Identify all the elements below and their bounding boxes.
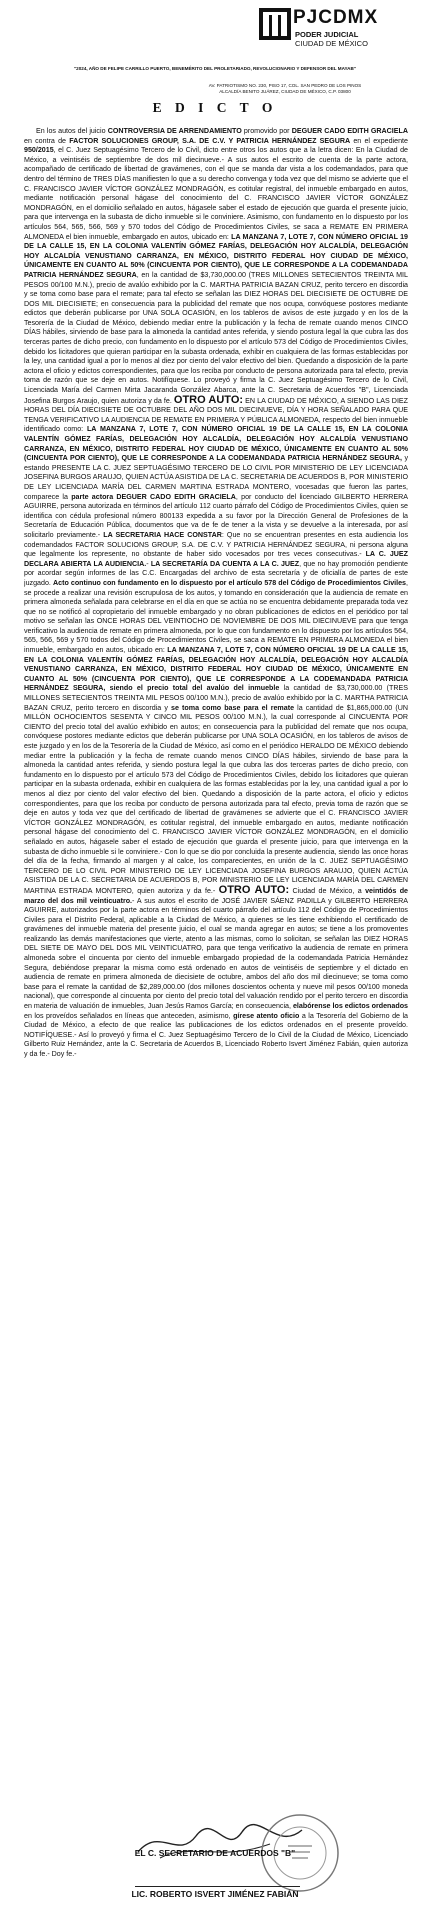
bold-text-run: CONTROVERSIA DE ARRENDAMIENTO <box>107 127 242 135</box>
bold-text-run: LA MANZANA 7, LOTE 7, CON NÚMERO OFICIAL 19 DE LA CALLE 15, EN LA COLONIA VALENTÍN GÓMEZ FARÍAS, DELEGACIÓN HOY ALCALDÍA, DELEGACIÓN HOY ALCALDÍA VENUSTIANO CARRANZA, EN MÉXICO, DISTRITO FEDERAL HOY CIUDAD DE MÉXICO, ÚNICAMENTE EN CUANTO AL 50% (CINCUENTA POR CIENTO), QUE LE CORRESPONDE A LA CODEMANDADA PATRICIA HERNÁNDEZ SEGURA, <box>24 425 408 463</box>
bold-text-run: OTRO AUTO: <box>218 883 290 896</box>
text-run: y estando PRESENTE LA C. JUEZ SEPTUAGÉSIMO TERCERO DE LO CIVIL POR MINISTERIO DE LEY LICENCIADA JOSEFINA BURGOS ARAUJO, QUIEN ACTÚA ASISTIDA DE LA C. SECRETARIA DE ACUERDOS B, POR MINISTERIO DE LEY LICENCIADA MARÍA DEL CARMEN MARTINA ESTRADA MONTERO, vocesadas que fueron las partes, comparece la <box>24 454 408 501</box>
bold-text-run: LA SECRETARIA HACE CONSTAR <box>103 530 222 539</box>
text-run: - A sus autos el escrito de JOSÉ JAVIER SÁENZ PADILLA y GILBERTO HERRERA AGUIRRE, autorizados por la parte actora en términos del cuarto párrafo del artículo 112 del Código de Procedimientos Civiles para el Distrito Federal, aplicable a la Ciudad de México, a quienes se les tiene exhibiendo el certificado de gravámenes del inmueble materia del presente juicio, el cual se manda agregar en autos; se tiene a los promoventes realizando las demás manifestaciones que vierte, atento a las mismas, como lo solicitan, se señalan las DIEZ HORAS DEL SIETE DE MAYO DEL DOS MIL VEINTICUATRO, para que tenga verificativo la audiencia de remate en primera almoneda sobre el cincuenta por ciento del inmueble embargado propiedad de la codemandada Patricia Hernández Segura, debiéndose preparar la misma como está ordenado en autos de veintiséis de septiembre y el dictado en audiencia de remate en primera almoneda de diecisiete de octubre, ambos del año dos mil diecinueve; se toma como base para el remate la cantidad de $2,289,000.00 (dos millones doscientos ochenta y nueve mil pesos 00/100 moneda nacional), que corresponde al cincuenta por ciento del precio total del valuación rendido por el perito tercero en discordia en materia de valuación de inmuebles, Juan Jesús Ramos García; en consecuencia, <box>24 896 408 1011</box>
text-run: : Que no se encuentran presentes en esta audiencia los codemandados FACTOR SOLUCIONS GROUP, S.A. DE C.V. Y PATRICIA HERNÁNDEZ SEGURA, ni persona alguna que legalmente los represente, no obstante de haber sido vocesados por tres veces consecutivas.- <box>24 530 408 559</box>
text-run: en contra de <box>24 136 70 145</box>
logo-line-2: CIUDAD DE MÉXICO <box>295 39 368 48</box>
signature-block <box>0 1836 430 1906</box>
text-run: promovido por <box>241 127 292 135</box>
text-run: , en la cantidad de $3,730,000.00 (TRES MILLONES SETECIENTOS TREINTA MIL PESOS 00/100 M.N.), precio de avalúo exhibido por la C. MARTHA PATRICIA BAZAN CRUZ, perito tercero en discordia y se toma como base para el remate; para tal efecto se señalan las DIEZ HORAS DEL DIECISIETE DE OCTUBRE DE DOS MIL DIECISIETE; en consecuencia para la publicidad del remate que nos ocupa, convóquese postores mediante edictos que deberán publicarse por UNA SOLA OCASIÓN, en los tableros de avisos de este juzgado y en los de la Tesorería de la Ciudad de México, debiendo mediar entre la publicación y la fecha de remate cuando menos CINCO DÍAS hábiles, sirviendo de base para la almoneda la cantidad antes referida, y siendo postura legal la que cubra las dos terceras partes de dicho precio, con fundamento en lo dispuesto por el artículo 573 del Código de Procedimientos Civiles, debido los licitadores que quieran participar en la subasta ordenada, exhibir en cualquiera de las formas establecidas por la ley, una cantidad igual a por lo menos al diez por ciento del valor efectivo del bien. Quedando a disposición de la parte actora el oficio y edictos correspondientes, para que los reciba por conducto de persona autorizada para tal efecto, previa toma de razón que se deje en autos. Notifíquese. Lo proveyó y firma la C. Juez Septuagésimo Tercero de lo Civil, Licenciada María del Carmen Mirta Jacaranda González Abarca, ante la C. Secretaria de Acuerdos "B", Licenciada Josefina Burgos Araujo, quien autoriza y da fe. <box>24 270 408 405</box>
text-run: , el C. Juez Septuagésimo Tercero de lo Civil, dicto entre otros los autos que a la letra dicen: En la Ciudad de México, a veintiséis de septiembre de dos mil diecinueve.- A sus autos el escrito de cuenta de la parte actora, acompañado de certificado de libertad de gravámenes, con el que se manda dar vista a los codemandados, para que dentro del término de TRES DÍAS manifiesten lo que a su derecho convenga y toda vez que del mismo se advierte que el C. FRANCISCO JAVIER VÍCTOR GONZÁLEZ MONDRAGÓN, es cotitular registral, del inmueble embargado en autos, mediante notificación personal hágase del conocimiento del C. FRANCISCO JAVIER VÍCTOR GONZÁLEZ MONDRAGÓN, en el domicilio señalado en autos, hágasele saber el estado de ejecución que guarda el presente juicio, para que intervenga en la subasta de dicho inmueble si le conviniere. Asimismo, con fundamento en lo dispuesto por los artículos 564, 565, 566, 569 y 570 todos del Código de Procedimientos Civiles, se saca a REMATE EN PRIMERA ALMONEDA el bien inmueble, embargado en autos, ubicado en: <box>24 146 408 241</box>
text-run: a la Tesorería del Gobierno de la Ciudad de México, a efecto de que realice las publicaciones de los edictos ordenados en el presente proveído. NOTIFÍQUESE.- Así lo proveyó y firma el C. Juez Septuagésimo Tercero de lo Civil de la Ciudad de México, Licenciado Gilberto Ruiz Hernández, ante la C. Secretaria de Acuerdos B, Licenciado Roberto Isvert Jiménez Fabián, quien autoriza y da fe.- Doy fe.- <box>24 1011 408 1058</box>
bold-text-run: Acto continuo con fundamento en lo dispuesto por el artículo 578 del Código de Procedimientos Civiles <box>52 578 407 587</box>
court-address <box>150 83 420 95</box>
bold-text-run: LA MANZANA 7, LOTE 7, CON NÚMERO OFICIAL 19 DE LA CALLE 15, EN LA COLONIA VALENTÍN GÓMEZ FARÍAS, DELEGACIÓN HOY ALCALDÍA, DELEGACIÓN HOY ALCALDÍA VENUSTIANO CARRANZA, EN MÉXICO, DISTRITO FEDERAL HOY CIUDAD DE MÉXICO, ÚNICAMENTE EN CUANTO AL 50% (CINCUENTA POR CIENTO), QUE LE CORRESPONDE A LA CODEMANDADA PATRICIA HERNÁNDEZ SEGURA <box>24 232 408 279</box>
text-run: la cantidad de $3,730,000.00 (TRES MILLONES SETECIENTOS TREINTA MIL PESOS 00/100 M.N.), precio de avalúo exhibido por la C. MARTHA PATRICIA BAZAN CRUZ, perito tercero en discordia y <box>24 684 408 712</box>
bold-text-run: LA SECRETARÍA DA CUENTA A LA C. JUEZ <box>150 559 300 568</box>
edict-body <box>24 127 408 1835</box>
signature-line <box>135 1886 300 1887</box>
text-run: , que no hay promoción pendiente por acordar según informes de las C.C. Encargadas del archivo de esta secretaría y de oficialía de partes de este juzgado. <box>24 559 408 587</box>
court-building-icon <box>258 6 292 42</box>
edict-paragraph <box>24 127 408 1060</box>
year-motto: "2024, AÑO DE FELIPE CARRILLO PUERTO, BENEMÉRITO DEL PROLETARIADO, REVOLUCIONARIO Y DEFENSOR DEL MAYAB" <box>74 66 356 71</box>
bold-text-run: elabórense los edictos ordenados <box>292 1002 408 1011</box>
signer-name: LIC. ROBERTO ISVERT JIMÉNEZ FABIÁN <box>131 1889 299 1899</box>
address-line-2: ALCALDÍA BENITO JUÁREZ, CIUDAD DE MÉXICO, C.P. 03800 <box>219 89 351 94</box>
text-run: la cantidad de $1,865,000.00 (UN MILLÓN OCHOCIENTOS SESENTA Y CINCO MIL PESOS 00/100 M.N.), la cual corresponde al CINCUENTA POR CIENTO del precio total del avalúo exhibido en autos; en consecuencia para la publicidad del remate que nos ocupa, convóquese postores mediante edictos que deberán publicarse por UNA SOLA OCASIÓN, en los tableros de avisos de este juzgado y en los de la Tesorería de la Ciudad de México, así como en el periódico HERALDO DE MÉXICO debiendo mediar entre la publicación y la fecha de remate cuando menos CINCO DÍAS hábiles, sirviendo de base para la almoneda la cantidad antes referida, y siendo postura legal la que cubra las dos terceras partes de dicho precio, con fundamento en lo dispuesto por el artículo 573 del Código de Procedimientos Civiles, debido los licitadores que quieran participar en la subasta ordenada, exhibir en cualquiera de las formas establecidas por la ley, una cantidad igual a por lo menos al diez por ciento del valor efectivo del bien. Quedando a disposición de la parte actora, el oficio y edictos correspondientes, para que los reciba por conducto de persona autorizada para tal efecto, previa toma de razón que se deje en autos y toda vez que del certificado de libertad de gravámenes se advierte que el C. FRANCISCO JAVIER VÍCTOR GONZÁLEZ MONDRAGÓN, es cotitular registral, del inmueble embargado en autos, mediante notificación personal hágase del conocimiento del C. FRANCISCO JAVIER VÍCTOR GONZÁLEZ MONDRAGÓN, en el domicilio señalado en autos, hágasele saber el estado de ejecución que guarda el presente juicio, para que intervenga en la subasta de dicho inmueble si le conviniere.- Con lo que se dio por concluida la presente audiencia, siendo las once horas del día de la fecha, firmando al margen y al calce, los comparecientes, en unión de la C. JUEZ SEPTUAGÉSIMO TERCERO DE LO CIVIL POR MINISTERIO DE LEY LICENCIADA JOSEFINA BURGOS ARAUJO, QUIEN ACTÚA ASISTIDA DE LA C. SECRETARIA DE ACUERDOS B, POR MINISTERIO DE LEY LICENCIADA MARÍA DEL CARMEN MARTINA ESTRADA MONTERO, quien autoriza y da fe.- <box>24 703 408 895</box>
signer-title: EL C. SECRETARIO DE ACUERDOS "B" <box>134 1848 296 1858</box>
bold-text-run: FACTOR SOLUCIONES GROUP, S.A. DE C.V. Y PATRICIA HERNÁNDEZ SEGURA <box>69 136 351 145</box>
pjcdmx-logo <box>258 6 414 54</box>
logo-text: PJCDMX <box>293 7 379 28</box>
text-run: en el expediente <box>350 136 408 145</box>
text-run: , se procede a realizar una revisión escrupulosa de los autos, y tomando en consideración que la audiencia de remate en primera almoneda señalada para celebrarse en el día en que se actúa no se encuentra debidamente preparada toda vez que no se notificó al copropietario del inmueble embargado y no obran publicaciones de edictos en el periódico por tal motivo se señalan las ONCE HORAS DEL VEINTIOCHO DE NOVIEMBRE DE DOS MIL DIECINUEVE para que tenga verificativo la audiencia de remate en primera almoneda, por lo que con fundamento en lo dispuesto por los artículos 564, 565, 566, 569 y 570 todos del Código de Procedimientos Civiles, se saca a REMATE EN PRIMERA ALMONEDA el bien inmueble, embargado en autos, ubicado en: <box>24 578 408 655</box>
bold-text-run: LA MANZANA 7, LOTE 7, CON NÚMERO OFICIAL 19 DE LA CALLE 15, EN LA COLONIA VALENTÍN GÓMEZ FARÍAS, DELEGACIÓN HOY ALCALDÍA, DELEGACIÓN HOY ALCALDÍA VENUSTIANO CARRANZA, EN MÉXICO, DISTRITO FEDERAL HOY CIUDAD DE MÉXICO, ÚNICAMENTE EN CUANTO AL 50% (CINCUENTA POR CIENTO), QUE LE CORRESPONDE A LA CODEMANDADA PATRICIA HERNÁNDEZ SEGURA, siendo el precio total del avalúo del inmueble <box>24 646 408 693</box>
bold-text-run: DEGUER CADO EDITH GRACIELA <box>291 127 408 135</box>
bold-text-run: se toma como base para el remate <box>171 703 295 712</box>
text-run: en los proveídos señalados en líneas que anteceden, asimismo, <box>24 1011 234 1020</box>
text-run: , por conducto del licenciado GILBERTO HERRERA AGUIRRE, persona autorizada en términos del artículo 112 cuarto párrafo del Código de Procedimientos Civiles, quien se identifica con cédula profesional número 800133 expedida a su favor por la Dirección General de Profesiones de la Secretaría de Educación Pública, documentos que va de fe de tener a la vista y se devuelve a la interesada, por así solicitarlo previamente.- <box>24 492 408 539</box>
bold-text-run: veintidós de marzo del dos mil veinticuatro. <box>24 886 408 905</box>
text-run: - <box>146 559 151 568</box>
bold-text-run: gírese atento oficio <box>233 1011 300 1020</box>
bold-text-run: LA C. JUEZ DECLARA ABIERTA LA AUDIENCIA. <box>24 550 408 568</box>
text-run: EN LA CIUDAD DE MÉXICO, A SIENDO LAS DIEZ HORAS DEL DÍA DIECISIETE DE OCTUBRE DEL AÑO DOS MIL DIECINUEVE, DÍA Y HORA SEÑALADO PARA QUE TENGA VERIFICATIVO LA AUDIENCIA DE REMATE EN PRIMERA Y PÚBLICA ALMONEDA, respecto del bien inmueble identificado como: <box>24 396 408 434</box>
bold-text-run: OTRO AUTO: <box>173 393 244 406</box>
address-line-1: AV. PATRIOTISMO NO. 230, PISO 17, COL. SAN PEDRO DE LOS PINOS <box>208 83 362 88</box>
text-run: Ciudad de México, a <box>289 886 366 895</box>
document-title: E D I C T O <box>152 100 278 115</box>
bold-text-run: 950/2015 <box>24 146 54 155</box>
logo-line-1: PODER JUDICIAL <box>295 30 359 39</box>
bold-text-run: parte actora DEGUER CADO EDITH GRACIELA <box>71 492 236 501</box>
text-run: En los autos del juicio <box>36 127 108 135</box>
